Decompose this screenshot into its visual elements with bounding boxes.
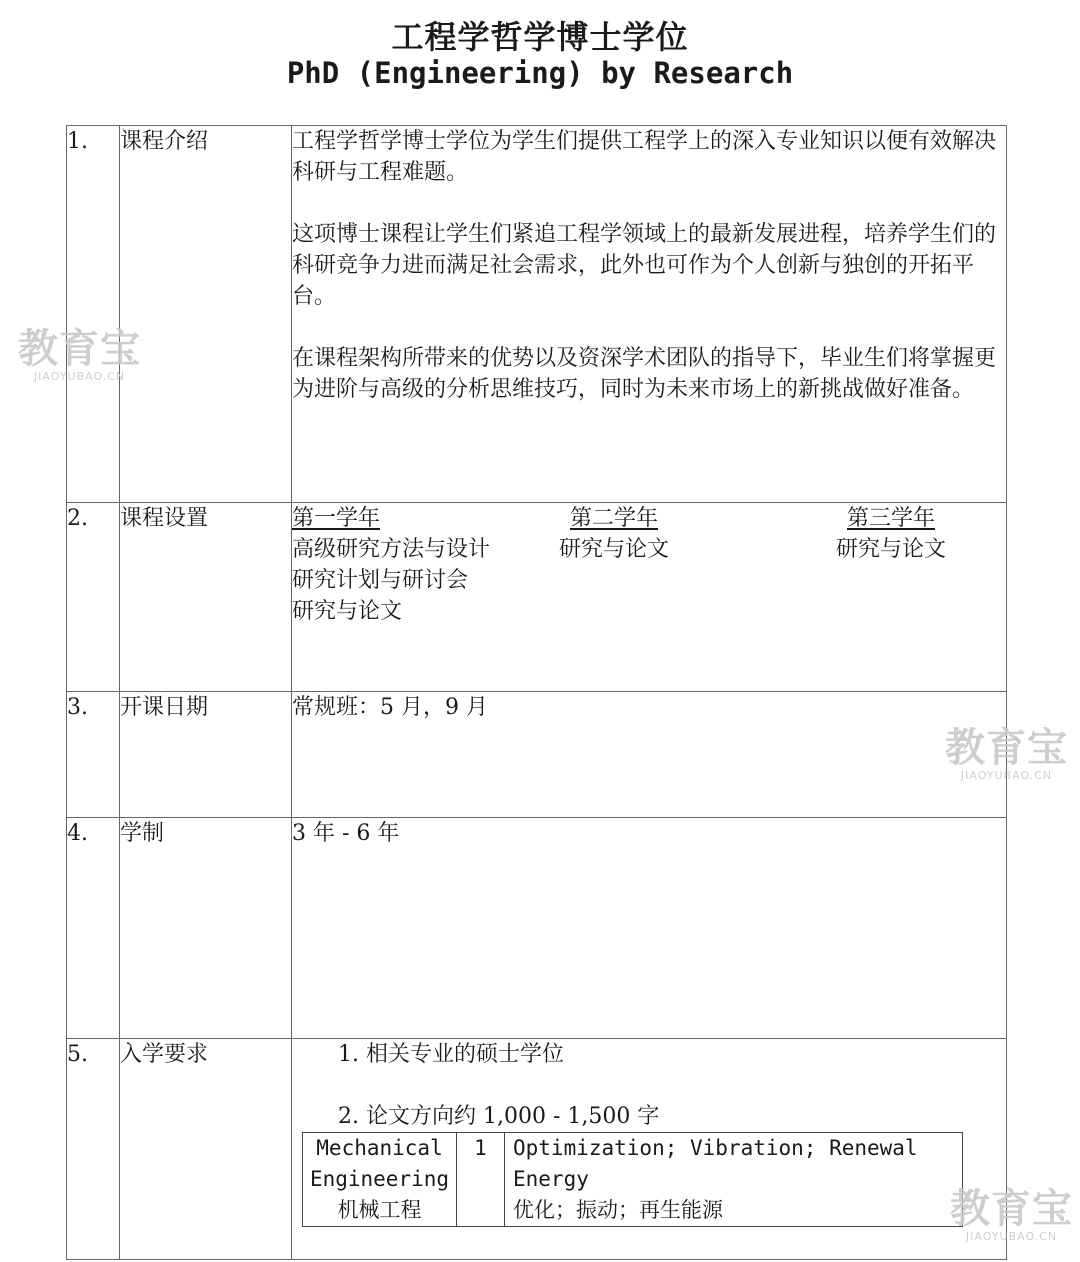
row-number: 1. xyxy=(67,126,120,503)
year-course: 研究与论文 xyxy=(292,599,403,624)
row-number: 5. xyxy=(67,1039,120,1260)
intro-content xyxy=(292,126,1007,503)
intro-paragraph: 工程学哲学博士学位为学生们提供工程学上的深入专业知识以便有效解决科研与工程难题。 xyxy=(292,129,997,185)
year-1 xyxy=(292,503,490,627)
duration-content: 3 年 - 6 年 xyxy=(292,818,1007,1039)
topics-cn: 优化；振动；再生能源 xyxy=(513,1198,723,1222)
entry-requirement: 1. 相关专业的硕士学位 xyxy=(338,1042,564,1067)
topics-en: Optimization; Vibration; Renewal Energy xyxy=(513,1136,918,1191)
table-row-intake xyxy=(67,692,1007,818)
entry-content xyxy=(292,1039,1007,1260)
year-heading: 第二学年 xyxy=(570,506,659,531)
page-title: 工程学哲学博士学位 xyxy=(391,18,689,56)
field-name-cn: 机械工程 xyxy=(337,1198,422,1222)
table-row-entry xyxy=(67,1039,1007,1260)
year-course: 高级研究方法与设计 xyxy=(292,537,491,562)
watermark-site: JIAOYUBAO.CN xyxy=(33,370,126,383)
watermark-logo xyxy=(18,326,141,383)
year-3 xyxy=(836,503,946,565)
year-columns xyxy=(292,503,1006,633)
entry-requirement: 2. 论文方向约 1,000 - 1,500 字 xyxy=(338,1104,660,1129)
program-table xyxy=(66,125,1007,1260)
year-2 xyxy=(559,503,669,565)
research-area-row xyxy=(303,1133,963,1227)
year-course: 研究计划与研讨会 xyxy=(292,568,469,593)
watermark-logo xyxy=(945,725,1068,782)
row-label: 课程介绍 xyxy=(120,126,292,503)
table-row-duration xyxy=(67,818,1007,1039)
row-label: 学制 xyxy=(120,818,292,1039)
structure-content xyxy=(292,503,1007,692)
topics-cell xyxy=(505,1133,963,1227)
row-label: 课程设置 xyxy=(120,503,292,692)
row-label: 开课日期 xyxy=(120,692,292,818)
row-number: 4. xyxy=(67,818,120,1039)
entry-list xyxy=(302,1039,1006,1132)
year-course: 研究与论文 xyxy=(836,537,947,562)
intro-paragraph: 在课程架构所带来的优势以及资深学术团队的指导下，毕业生们将掌握更为进阶与高级的分析思维技巧，同时为未来市场上的新挑战做好准备。 xyxy=(292,346,997,402)
watermark-text: 教育宝 xyxy=(950,1186,1073,1232)
intake-content: 常规班：5 月，9 月 xyxy=(292,692,1007,818)
intro-paragraph: 这项博士课程让学生们紧追工程学领域上的最新发展进程，培养学生们的科研竞争力进而满足社会需求，此外也可作为个人创新与独创的开拓平台。 xyxy=(292,222,997,309)
year-course: 研究与论文 xyxy=(559,537,670,562)
watermark-text: 教育宝 xyxy=(945,725,1068,771)
row-number: 2. xyxy=(67,503,120,692)
watermark-text: 教育宝 xyxy=(18,326,141,372)
year-heading: 第一学年 xyxy=(292,506,381,531)
page-subtitle: PhD (Engineering) by Research xyxy=(286,56,794,90)
watermark-site: JIAOYUBAO.CN xyxy=(965,1230,1058,1243)
field-name-en: Mechanical Engineering xyxy=(309,1136,450,1191)
year-heading: 第三学年 xyxy=(847,506,936,531)
table-row-intro xyxy=(67,126,1007,503)
watermark-logo xyxy=(950,1186,1073,1243)
row-number: 3. xyxy=(67,692,120,818)
watermark-site: JIAOYUBAO.CN xyxy=(960,769,1053,782)
index-cell: 1 xyxy=(457,1133,505,1227)
table-row-structure xyxy=(67,503,1007,692)
research-areas-table xyxy=(302,1132,963,1227)
field-cell xyxy=(303,1133,457,1227)
row-label: 入学要求 xyxy=(120,1039,292,1260)
